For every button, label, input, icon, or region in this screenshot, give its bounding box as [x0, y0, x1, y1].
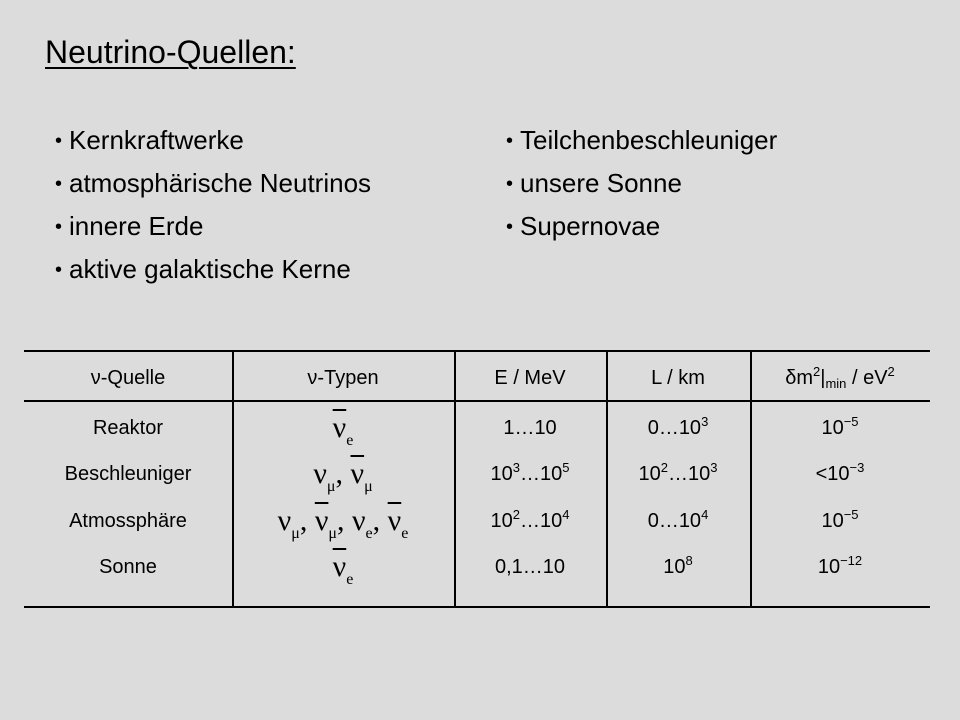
- exponent: 4: [562, 507, 570, 522]
- mass-splitting-cell: [750, 408, 930, 448]
- table-bottom-rule: [24, 606, 930, 608]
- energy-cell: [454, 547, 606, 587]
- exponent: 3: [710, 460, 718, 475]
- source-cell: [24, 501, 232, 541]
- number: 10: [817, 556, 841, 578]
- range-separator: …: [520, 463, 540, 485]
- number: 10: [534, 417, 557, 439]
- bullet-text: atmosphärische Neutrinos: [69, 168, 372, 198]
- neutrino-symbol: ν: [313, 457, 327, 490]
- types-cell: [232, 408, 454, 448]
- number: 10: [638, 463, 661, 485]
- neutrino-symbol: ν: [277, 504, 292, 537]
- page-title: Neutrino-Quellen:: [45, 34, 296, 70]
- energy-cell: [454, 501, 606, 541]
- header-length: L / km: [651, 367, 705, 389]
- type-separator: ,: [372, 504, 388, 537]
- energy-cell: [454, 454, 606, 494]
- table-header-rule: [24, 400, 930, 402]
- range-separator: …: [514, 417, 535, 439]
- bullet-dot-icon: •: [506, 216, 514, 238]
- header-source: ν-Quelle: [90, 367, 166, 389]
- types-cell: [232, 501, 454, 541]
- number: 10: [663, 556, 686, 578]
- type-separator: ,: [299, 504, 315, 537]
- exponent: −5: [843, 414, 859, 429]
- bullet-dot-icon: •: [55, 130, 63, 152]
- bullet-text: Kernkraftwerke: [69, 125, 244, 155]
- number: 10: [540, 463, 563, 485]
- antineutrino-symbol: $\overline{\nu}$: [332, 550, 347, 583]
- header-mass-splitting: [750, 358, 930, 398]
- length-cell: [606, 408, 750, 448]
- subscript: min: [825, 376, 847, 391]
- flavor-subscript: e: [346, 432, 354, 449]
- header-energy: E / MeV: [494, 367, 566, 389]
- bullet-text: Teilchenbeschleuniger: [520, 125, 778, 155]
- antineutrino-symbol: $\overline{\nu}$: [332, 411, 347, 444]
- range-separator: …: [658, 510, 679, 532]
- antineutrino-symbol: $\overline{\nu}$: [387, 504, 402, 537]
- bullet-dot-icon: •: [506, 173, 514, 195]
- bullet-dot-icon: •: [55, 216, 63, 238]
- exponent: 2: [660, 460, 668, 475]
- bar-symbol: |: [820, 367, 826, 389]
- bullet-dot-icon: •: [55, 173, 63, 195]
- neutrino-symbol: ν: [351, 504, 366, 537]
- number: 10: [490, 510, 513, 532]
- types-cell: [232, 547, 454, 587]
- flavor-subscript: e: [365, 525, 373, 542]
- source-cell: [24, 547, 232, 587]
- energy-cell: [454, 408, 606, 448]
- number: 10: [540, 510, 563, 532]
- range-separator: …: [658, 417, 679, 439]
- range-separator: …: [668, 463, 688, 485]
- exponent: 3: [512, 460, 520, 475]
- flavor-subscript: μ: [364, 478, 373, 495]
- number: 0,1: [494, 556, 523, 578]
- number: 10: [827, 463, 850, 485]
- exponent: 2: [512, 507, 520, 522]
- bullet-list-left: [55, 119, 371, 291]
- bullet-dot-icon: •: [506, 130, 514, 152]
- exponent: 2: [887, 364, 895, 379]
- exponent: 2: [813, 364, 821, 379]
- range-separator: …: [522, 556, 543, 578]
- number: 10: [490, 463, 513, 485]
- neutrino-sources-table: [24, 350, 930, 608]
- antineutrino-symbol: $\overline{\nu}$: [314, 504, 329, 537]
- number: 1: [503, 417, 515, 439]
- mass-symbol: m: [796, 367, 814, 389]
- mass-splitting-cell: [750, 501, 930, 541]
- bullet-text: aktive galaktische Kerne: [69, 254, 351, 284]
- less-than-symbol: <: [815, 463, 828, 485]
- bullet-item: [506, 162, 777, 205]
- bullet-item: [55, 119, 371, 162]
- number: 10: [678, 510, 702, 532]
- bullet-text: unsere Sonne: [520, 168, 682, 198]
- bullet-item: [55, 205, 371, 248]
- exponent: −3: [849, 460, 865, 475]
- exponent: −5: [843, 507, 859, 522]
- bullet-list-right: [506, 119, 777, 248]
- delta-symbol: δ: [785, 367, 797, 389]
- length-cell: [606, 547, 750, 587]
- exponent: 8: [685, 553, 693, 568]
- bullet-text: Supernovae: [520, 211, 661, 241]
- number: 10: [678, 417, 702, 439]
- exponent: 5: [562, 460, 570, 475]
- number: 10: [688, 463, 711, 485]
- exponent: 3: [701, 414, 709, 429]
- bullet-item: [506, 119, 777, 162]
- types-cell: [232, 454, 454, 494]
- source-label: Reaktor: [92, 417, 164, 439]
- flavor-subscript: e: [346, 571, 354, 588]
- mass-splitting-cell: [750, 547, 930, 587]
- source-cell: [24, 454, 232, 494]
- number: 0: [647, 510, 659, 532]
- source-label: Sonne: [99, 556, 157, 578]
- source-label: Atmossphäre: [69, 510, 187, 532]
- number: 10: [821, 417, 844, 439]
- number: 0: [647, 417, 659, 439]
- type-separator: ,: [335, 457, 351, 490]
- flavor-subscript: e: [401, 525, 409, 542]
- type-separator: ,: [336, 504, 352, 537]
- flavor-subscript: μ: [326, 478, 336, 495]
- bullet-item: [55, 162, 371, 205]
- unit: / eV: [846, 367, 888, 389]
- range-separator: …: [520, 510, 540, 532]
- bullet-text: innere Erde: [69, 211, 204, 241]
- flavor-subscript: μ: [291, 525, 300, 542]
- bullet-item: [506, 205, 777, 248]
- length-cell: [606, 501, 750, 541]
- number: 10: [542, 556, 566, 578]
- exponent: −12: [840, 553, 863, 568]
- flavor-subscript: μ: [328, 525, 337, 542]
- source-cell: [24, 408, 232, 448]
- mass-splitting-cell: [750, 454, 930, 494]
- length-cell: [606, 454, 750, 494]
- source-label: Beschleuniger: [64, 463, 192, 485]
- bullet-item: [55, 248, 371, 291]
- header-types: ν-Typen: [307, 367, 379, 389]
- antineutrino-symbol: $\overline{\nu}$: [350, 457, 365, 490]
- bullet-dot-icon: •: [55, 259, 63, 281]
- table-top-rule: [24, 350, 930, 352]
- exponent: 4: [701, 507, 709, 522]
- number: 10: [821, 510, 844, 532]
